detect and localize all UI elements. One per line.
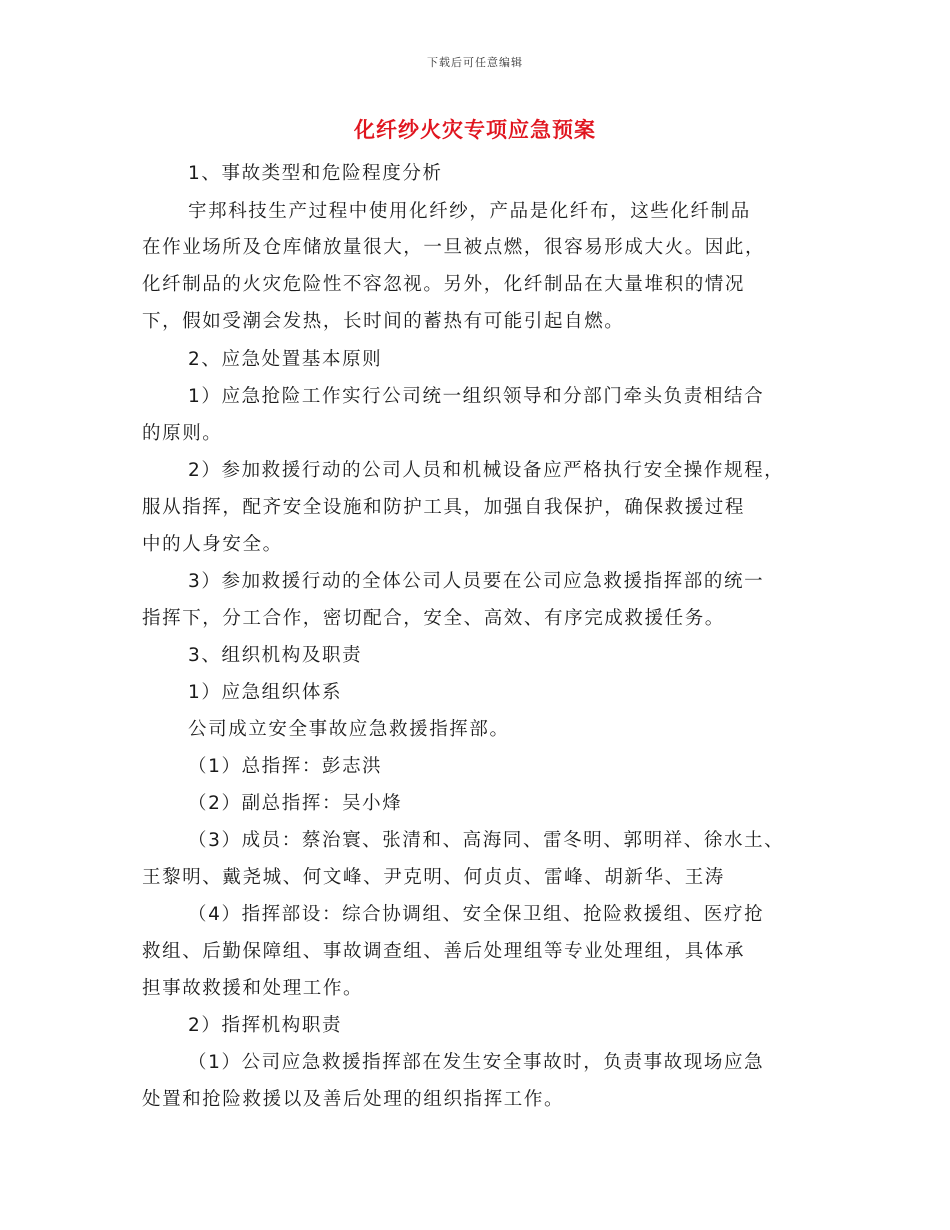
paragraph-line: 3）参加救援行动的全体公司人员要在公司应急救援指挥部的统一: [188, 571, 765, 592]
subsection-heading: 1）应急组织体系: [188, 682, 343, 703]
subsection-heading: 2）指挥机构职责: [188, 1015, 343, 1036]
section-heading: 3、组织机构及职责: [188, 645, 363, 666]
paragraph-line: 指挥下，分工合作，密切配合，安全、高效、有序完成救援任务。: [142, 608, 725, 629]
paragraph-line: 1）应急抢险工作实行公司统一组织领导和分部门牵头负责相结合: [188, 386, 765, 407]
paragraph-line: 在作业场所及仓库储放量很大，一旦被点燃，很容易形成大火。因此，: [142, 237, 766, 258]
paragraph-line: 2）参加救援行动的公司人员和机械设备应严格执行安全操作规程，: [188, 460, 785, 481]
section-heading: 2、应急处置基本原则: [188, 349, 383, 370]
paragraph-line: 公司成立安全事故应急救援指挥部。: [188, 719, 510, 740]
list-item-continuation: 王黎明、戴尧城、何文峰、尹克明、何贞贞、雷峰、胡新华、王涛: [142, 867, 725, 888]
paragraph-line: 的原则。: [142, 423, 223, 444]
header-note: 下载后可任意编辑: [427, 56, 523, 69]
list-item: （1）总指挥：彭志洪: [188, 756, 383, 777]
paragraph-line: 服从指挥，配齐安全设施和防护工具，加强自我保护，确保救援过程: [142, 497, 746, 518]
list-item-continuation: 担事故救援和处理工作。: [142, 978, 364, 999]
paragraph-line: 中的人身安全。: [142, 534, 283, 555]
list-item: （4）指挥部设：综合协调组、安全保卫组、抢险救援组、医疗抢: [188, 904, 765, 925]
paragraph-line: 宇邦科技生产过程中使用化纤纱，产品是化纤布，这些化纤制品: [188, 201, 751, 222]
list-item: （3）成员：蔡治寰、张清和、高海同、雷冬明、郭明祥、徐水土、: [188, 830, 785, 851]
list-item: （1）公司应急救援指挥部在发生安全事故时，负责事故现场应急: [188, 1052, 765, 1073]
list-item: （2）副总指挥：吴小烽: [188, 793, 403, 814]
section-heading: 1、事故类型和危险程度分析: [188, 163, 443, 184]
paragraph-line: 下，假如受潮会发热，长时间的蓄热有可能引起自燃。: [142, 311, 625, 332]
list-item-continuation: 处置和抢险救援以及善后处理的组织指挥工作。: [142, 1089, 565, 1110]
paragraph-line: 化纤制品的火灾危险性不容忽视。另外，化纤制品在大量堆积的情况: [142, 274, 746, 295]
list-item-continuation: 救组、后勤保障组、事故调查组、善后处理组等专业处理组，具体承: [142, 941, 746, 962]
document-title: 化纤纱火灾专项应急预案: [354, 118, 596, 142]
